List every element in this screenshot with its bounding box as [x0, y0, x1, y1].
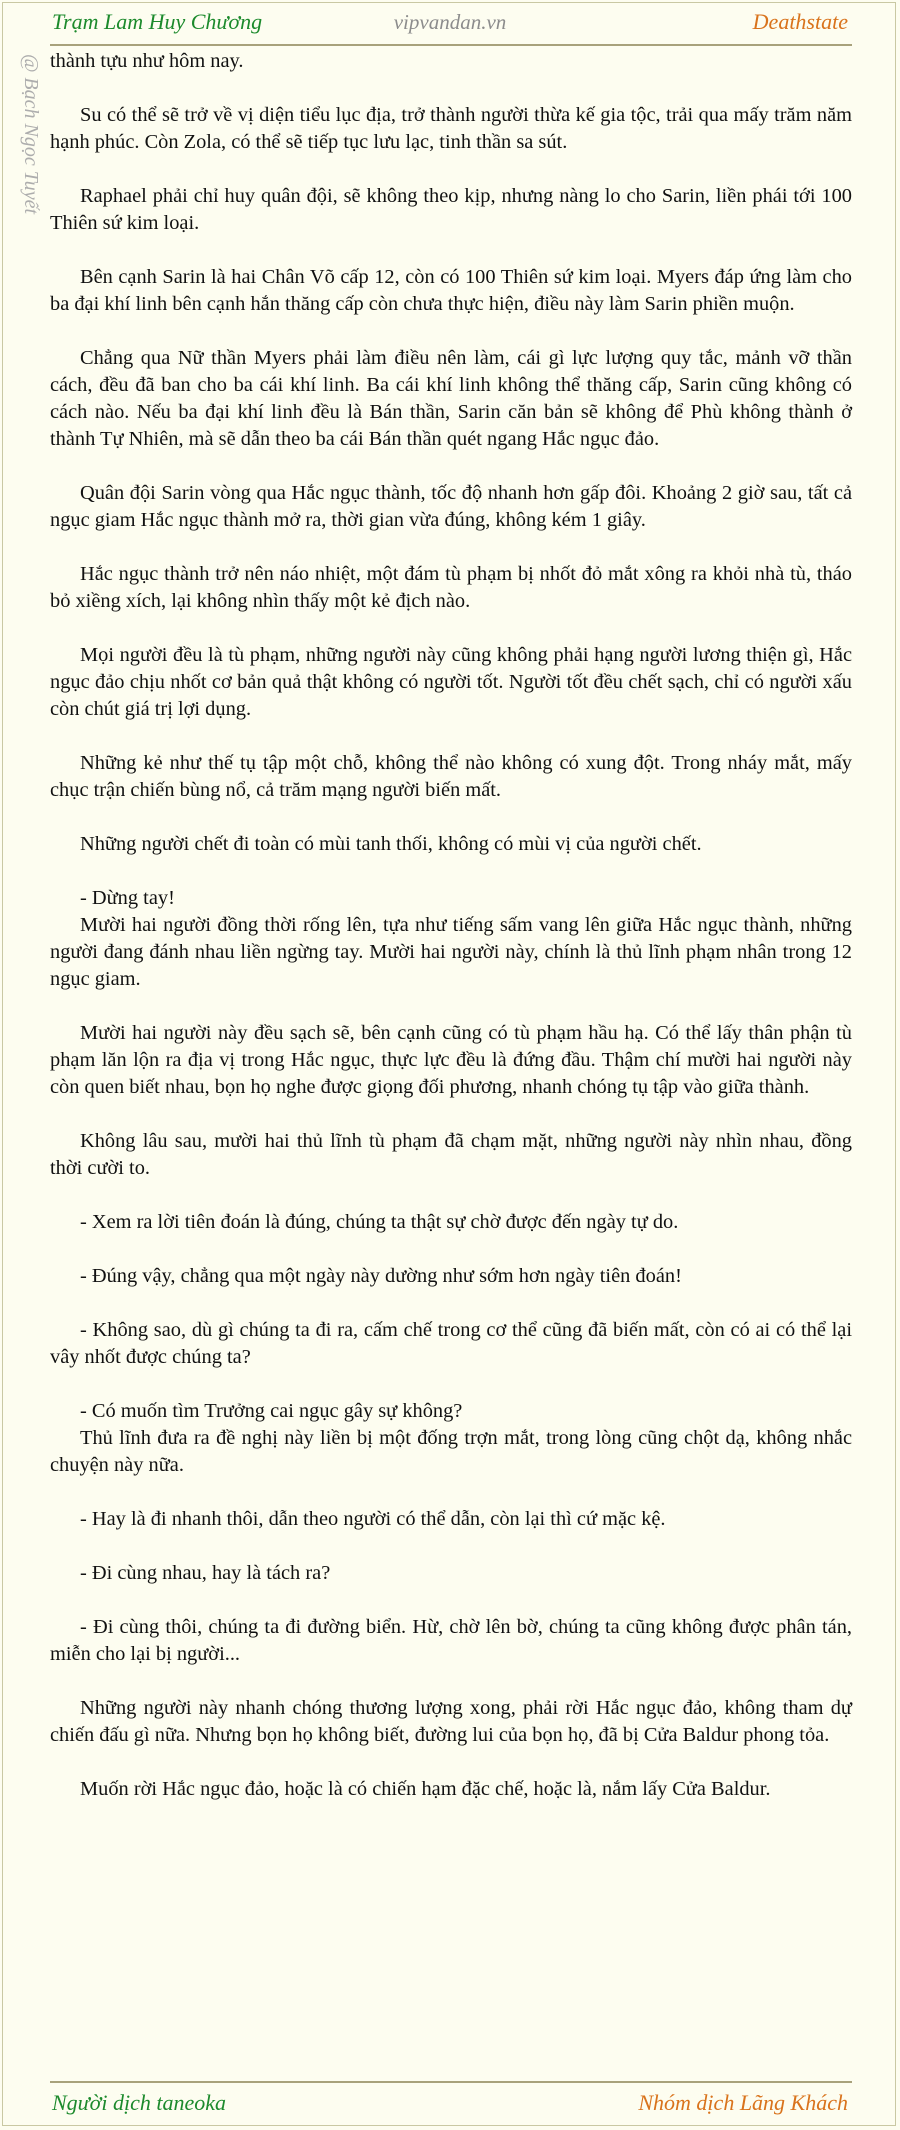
side-watermark: @ Bạch Ngọc Tuyết [20, 54, 42, 215]
header-divider [50, 44, 852, 46]
header-book-title: Deathstate [752, 9, 848, 34]
footer-group: Nhóm dịch Lãng Khách [638, 2090, 848, 2115]
header-url[interactable]: vipvandan.vn [393, 10, 507, 34]
paragraph: Thủ lĩnh đưa ra đề nghị này liền bị một đống trợn mắt, trong lòng cũng chột dạ, không nhắc chuyện này nữa. [50, 1427, 852, 1476]
paragraph: Không lâu sau, mười hai thủ lĩnh tù phạm đã chạm mặt, những người này nhìn nhau, đồng thời cười to. [50, 1130, 852, 1179]
dialogue-line: - Đi cùng thôi, chúng ta đi đường biển. Hừ, chờ lên bờ, chúng ta cũng không được phân tán, miễn cho lại bị người... [50, 1616, 852, 1665]
footer-translator: Người dịch taneoka [52, 2090, 227, 2115]
header-site-name: Trạm Lam Huy Chương [52, 9, 263, 34]
paragraph: Những kẻ như thế tụ tập một chỗ, không thể nào không có xung đột. Trong nháy mắt, mấy chục trận chiến bùng nổ, cả trăm mạng người biến mất. [50, 752, 852, 801]
paragraph: Mười hai người này đều sạch sẽ, bên cạnh cũng có tù phạm hầu hạ. Có thể lấy thân phận tù phạm lăn lộn ra địa vị trong Hắc ngục, thực lực đều là đứng đầu. Thậm chí mười hai người này còn quen biết nhau, bọn họ nghe được giọng đối phương, nhanh chóng tụ tập vào giữa thành. [50, 1022, 852, 1098]
page-header [0, 0, 900, 40]
paragraph: Chẳng qua Nữ thần Myers phải làm điều nên làm, cái gì lực lượng quy tắc, mảnh vỡ thần cách, đều đã ban cho ba cái khí linh. Ba cái khí linh không thể thăng cấp, Sarin cũng không có cách nào. Nếu ba đại khí linh đều là Bán thần, Sarin căn bản sẽ không để Phù không thành ở thành Tự Nhiên, mà sẽ dẫn theo ba cái Bán thần quét ngang Hắc ngục đảo. [50, 347, 852, 450]
paragraph: Bên cạnh Sarin là hai Chân Võ cấp 12, còn có 100 Thiên sứ kim loại. Myers đáp ứng làm cho ba đại khí linh bên cạnh hắn thăng cấp còn chưa thực hiện, điều này làm Sarin phiền muộn. [50, 266, 852, 315]
dialogue-line: - Dừng tay! [80, 887, 175, 909]
paragraph: Hắc ngục thành trở nên náo nhiệt, một đám tù phạm bị nhốt đỏ mắt xông ra khỏi nhà tù, tháo bỏ xiềng xích, lại không nhìn thấy một kẻ địch nào. [50, 563, 852, 612]
dialogue-line: - Đúng vậy, chẳng qua một ngày này dường như sớm hơn ngày tiên đoán! [80, 1265, 682, 1287]
paragraph: Su có thể sẽ trở về vị diện tiểu lục địa, trở thành người thừa kế gia tộc, trải qua mấy trăm năm hạnh phúc. Còn Zola, có thể sẽ tiếp tục lưu lạc, tinh thần sa sút. [50, 104, 852, 153]
dialogue-line: - Không sao, dù gì chúng ta đi ra, cấm chế trong cơ thể cũng đã biến mất, còn có ai có thể lại vây nhốt được chúng ta? [50, 1319, 852, 1368]
dialogue-line: - Hay là đi nhanh thôi, dẫn theo người có thể dẫn, còn lại thì cứ mặc kệ. [80, 1508, 666, 1530]
page-footer [0, 2080, 900, 2120]
paragraph: thành tựu như hôm nay. [50, 50, 244, 72]
paragraph: Mười hai người đồng thời rống lên, tựa như tiếng sấm vang lên giữa Hắc ngục thành, những người đang đánh nhau liền ngừng tay. Mười hai người này, chính là thủ lĩnh phạm nhân trong 12 ngục giam. [50, 914, 852, 990]
dialogue-line: - Có muốn tìm Trưởng cai ngục gây sự không? [80, 1400, 463, 1422]
dialogue-line: - Đi cùng nhau, hay là tách ra? [80, 1562, 331, 1584]
paragraph: Muốn rời Hắc ngục đảo, hoặc là có chiến hạm đặc chế, hoặc là, nắm lấy Cửa Baldur. [80, 1778, 771, 1800]
paragraph: Những người chết đi toàn có mùi tanh thối, không có mùi vị của người chết. [80, 833, 702, 855]
paragraph: Quân đội Sarin vòng qua Hắc ngục thành, tốc độ nhanh hơn gấp đôi. Khoảng 2 giờ sau, tất cả ngục giam Hắc ngục thành mở ra, thời gian vừa đúng, không kém 1 giây. [50, 482, 852, 531]
chapter-text [50, 48, 852, 1830]
paragraph: Những người này nhanh chóng thương lượng xong, phải rời Hắc ngục đảo, không tham dự chiến đấu gì nữa. Nhưng bọn họ không biết, đường lui của bọn họ, đã bị Cửa Baldur phong tỏa. [50, 1697, 852, 1746]
paragraph: Raphael phải chỉ huy quân đội, sẽ không theo kịp, nhưng nàng lo cho Sarin, liền phái tới 100 Thiên sứ kim loại. [50, 185, 852, 234]
paragraph: Mọi người đều là tù phạm, những người này cũng không phải hạng người lương thiện gì, Hắc ngục đảo chịu nhốt cơ bản quả thật không có người tốt. Người tốt đều chết sạch, chỉ có người xấu còn chút giá trị lợi dụng. [50, 644, 852, 720]
dialogue-line: - Xem ra lời tiên đoán là đúng, chúng ta thật sự chờ được đến ngày tự do. [80, 1211, 679, 1233]
